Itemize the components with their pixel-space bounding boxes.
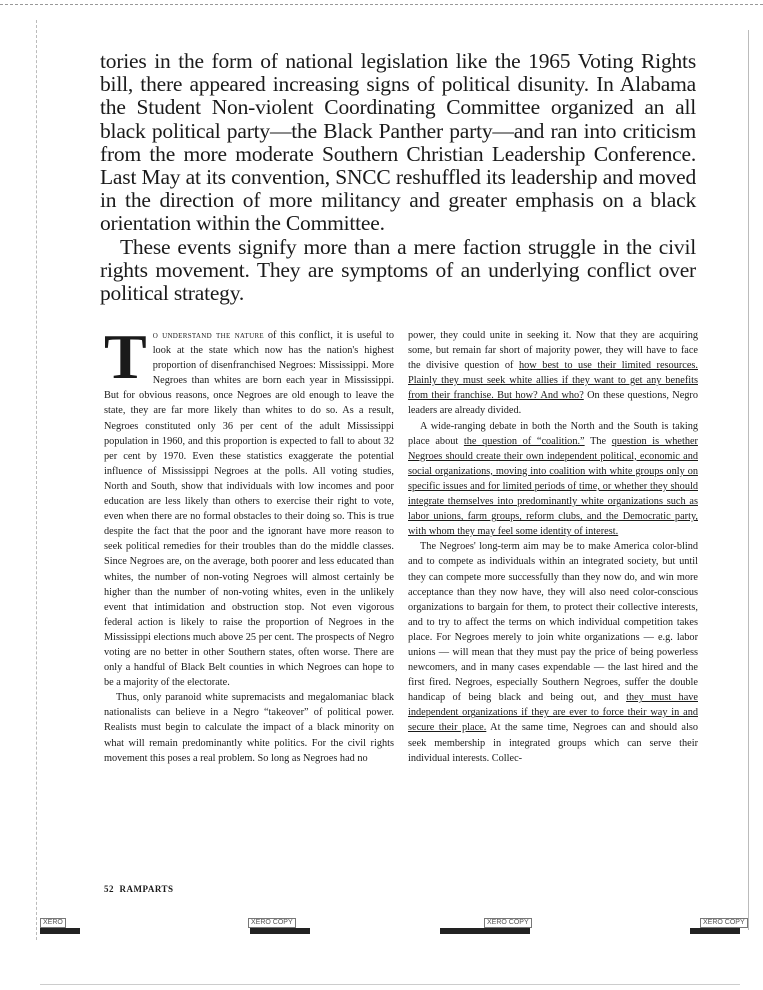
right-paragraph-3 (408, 539, 698, 765)
right-p1-text-a: power, they could unite in seeking it. Now that they are acquiring some, but remain far short of majority power, they will have to face the divisive question of (408, 330, 698, 372)
xerox-stamp: XERO COPY (484, 918, 532, 928)
right-p3-text-b: At the same time, Negroes can and should also seek membership in integrated groups which can serve their individual interests. Collec- (408, 722, 698, 764)
right-paragraph-2 (408, 419, 698, 540)
xerox-stamp: XERO (40, 918, 66, 928)
xerox-stamp: XERO COPY (700, 918, 748, 928)
right-p2-text-mid: The (584, 435, 612, 447)
lead-paragraph-1: tories in the form of national legislation like the 1965 Voting Rights bill, there appeared increasing signs of political disunity. In Alabama the Student Non-violent Coordinating Committee organized an all black political party—the Black Panther party—and ran into criticism from the more moderate Southern Christian Leadership Conference. Last May at its convention, SNCC reshuffled its leadership and moved in the direction of more militancy and greater emphasis on a black orientation within the Committee. (100, 49, 696, 236)
xerox-stamp: XERO COPY (248, 918, 296, 928)
right-column (408, 328, 698, 766)
right-p2-underlined-2: question is whether Negroes should create their own independent political, economic and social organizations, moving into coalition with white groups only on specific issues and for limited periods of time, or whether they should integrate themselves into predominantly white organizations such as labor unions, farm groups, reform clubs, and the Democratic party, with whom they may feel some identity of interest. (408, 435, 698, 538)
right-p3-underlined: they must have independent organizations if they are ever to force their way in and secure their place. (408, 692, 698, 734)
scan-right-edge (748, 30, 749, 930)
opening-small-caps: o understand the nature (152, 330, 264, 341)
right-p3-text-a: The Negroes' long-term aim may be to make America color-blind and to compete as individuals within an integrated society, but until they can compete more successfully than they now do, and win more acceptance than they now have, they will also need color-conscious organizations to bargain for them, to protect their collective interests, and to try to affect the terms on which individual competition takes place. For Negroes merely to join white organizations — e.g. labor unions — will mean that they must pay the price of being powerless newcomers, and in many cases expendable — the last hired and the first fired. Negroes, especially Southern Negroes, suffer the double handicap of being black and being out, and (408, 541, 698, 704)
xerox-bar (440, 928, 530, 934)
right-p2-underlined-1: the question of “coalition.” (463, 435, 585, 447)
left-paragraph-2: Thus, only paranoid white supremacists and megalomaniac black nationalists can believe in a Negro “takeover” of political power. Realists must begin to calculate the impact of a black minority on what will remain predominantly white politics. For the civil rights movement this poses a real problem. So long as Negroes had no (104, 692, 394, 764)
drop-cap: T (104, 321, 147, 392)
bottom-edge (40, 984, 740, 985)
right-p2-text-a: A wide-ranging debate in both the North and the South is taking place about (408, 420, 698, 447)
publication-name: RAMPARTS (119, 884, 174, 894)
left-paragraph-1-body: of this conflict, it is useful to look at the state which now has the nation's highest proportion of disenfranchised Negroes: Mississippi. More Negroes than whites are born each year in Mississippi. But for obvious reasons, once Negroes are old enough to leave the state, they are far more likely than whites to do so. As a result, Negroes constituted only 36 per cent of the adult Mississippi population in 1960, and this proportion is expected to fall to about 32 per cent by 1970. Even these statistics exaggerate the potential influence of Mississippi Negroes at the polls. All voting studies, North and South, show that individuals with low incomes and poor education are less likely than others to exercise their right to vote, even when there are no formal obstacles to their doing so. This is true despite the fact that the poor and the ignorant have more reason to seek political remedies for their troubles than do the middle classes. Since Negroes are, on the average, both poorer and less educated than whites, the number of non-voting Negroes will almost certainly be higher than the number of non-voting whites, even in the unlikely event that intimidation and obstruction stop. Not even vigorous federal action is likely to raise the proportion of Negroes in the Mississippi elections much above 25 per cent. The prospects of Negro voting are no better in other Southern states, often worse. There are only a handful of Black Belt counties in which Negroes can hope to be a majority of the electorate. (104, 330, 394, 689)
right-paragraph-1 (408, 328, 698, 419)
scan-left-edge (36, 20, 37, 940)
lead-text (100, 50, 696, 305)
left-paragraph-1 (104, 321, 394, 690)
xerox-bar (690, 928, 740, 934)
page-footer (104, 884, 174, 894)
right-p1-underlined: how best to use their limited resources. Plainly they must seek white allies if they want to get any benefits from their franchise. But how? And who? (408, 360, 699, 402)
lead-paragraph-2: These events signify more than a mere faction struggle in the civil rights movement. They are symptoms of an underlying conflict over political strategy. (100, 234, 696, 306)
xerox-bar (250, 928, 310, 934)
page-number: 52 (104, 884, 114, 894)
scan-top-edge (0, 4, 763, 5)
right-p1-text-b: On these questions, Negro leaders are already divided. (408, 390, 698, 417)
left-column (104, 321, 394, 766)
xerox-bar (40, 928, 80, 934)
